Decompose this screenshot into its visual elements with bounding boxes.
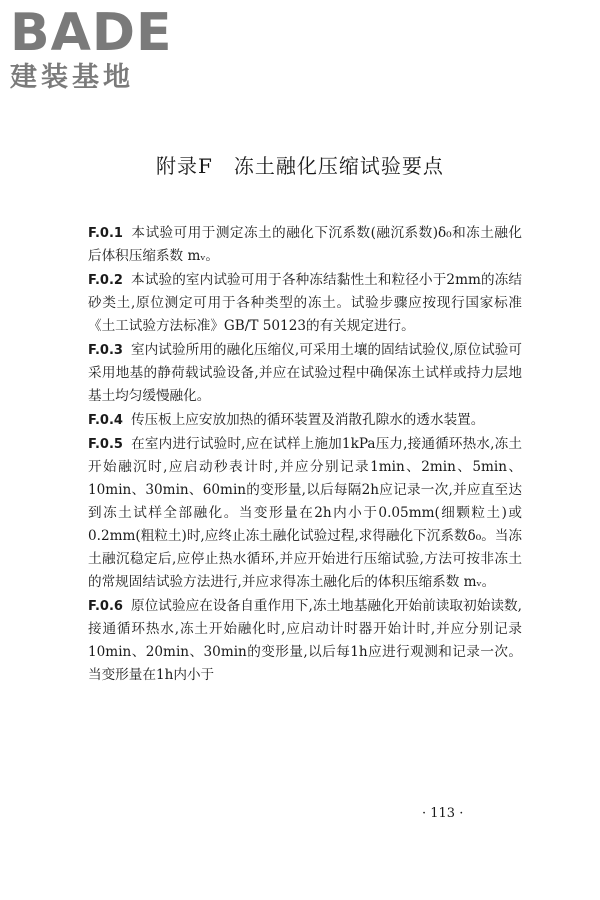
clause-number: F.0.1 xyxy=(88,226,123,241)
clause-number: F.0.3 xyxy=(88,343,123,358)
paragraph-f03 xyxy=(88,339,522,408)
paragraph-f04 xyxy=(88,409,522,432)
logo-brand-text: BADE xyxy=(10,3,173,63)
paragraph-f05 xyxy=(88,433,522,594)
paragraph-f02 xyxy=(88,269,522,338)
page-number: · 113 · xyxy=(422,806,464,821)
logo-sub-text: 建装基地 xyxy=(10,62,134,93)
clause-text: 本试验的室内试验可用于各种冻结黏性土和粒径小于2mm的冻结砂类土,原位测定可用于各种类型的冻土。试验步骤应按现行国家标准《土工试验方法标准》GB/T 50123的有关规定进行。 xyxy=(88,272,522,334)
clause-number: F.0.5 xyxy=(88,437,123,452)
page-title: 附录F 冻土融化压缩试验要点 xyxy=(156,154,444,178)
document-body xyxy=(88,222,522,688)
clause-text: 室内试验所用的融化压缩仪,可采用土壤的固结试验仪,原位试验可采用地基的静荷载试验设备,并应在试验过程中确保冻土试样或持力层地基土均匀缓慢融化。 xyxy=(88,342,522,404)
paragraph-f01 xyxy=(88,222,522,268)
clause-text: 原位试验应在设备自重作用下,冻土地基融化开始前读取初始读数,接通循环热水,冻土开始融化时,应启动计时器开始计时,并应分别记录10min、20min、30min的变形量,以后每1h应进行观测和记录一次。当变形量在1h内小于 xyxy=(88,598,522,683)
clause-number: F.0.6 xyxy=(88,599,123,614)
paragraph-f06 xyxy=(88,595,522,687)
clause-text: 在室内进行试验时,应在试样上施加1kPa压力,接通循环热水,冻土开始融沉时,应启动秒表计时,并应分别记录1min、2min、5min、10min、30min、60min的变形量,以后每隔2h应记录一次,并应直至达到冻土试样全部融化。当变形量在2h内小于0.05mm(细颗粒土)或0.2mm(粗粒土)时,应终止冻土融化试验过程,求得融化下沉系数δ₀。当冻土融沉稳定后,应停止热水循环,并应开始进行压缩试验,方法可按非冻土的常规固结试验方法进行,并应求得冻土融化后的体积压缩系数 mᵥ。 xyxy=(88,436,522,590)
clause-number: F.0.4 xyxy=(88,413,123,428)
clause-text: 本试验可用于测定冻土的融化下沉系数(融沉系数)δ₀和冻土融化后体积压缩系数 mᵥ。 xyxy=(88,225,522,264)
brand-logo xyxy=(10,3,180,94)
clause-text: 传压板上应安放加热的循环装置及消散孔隙水的透水装置。 xyxy=(130,412,485,428)
clause-number: F.0.2 xyxy=(88,273,123,288)
